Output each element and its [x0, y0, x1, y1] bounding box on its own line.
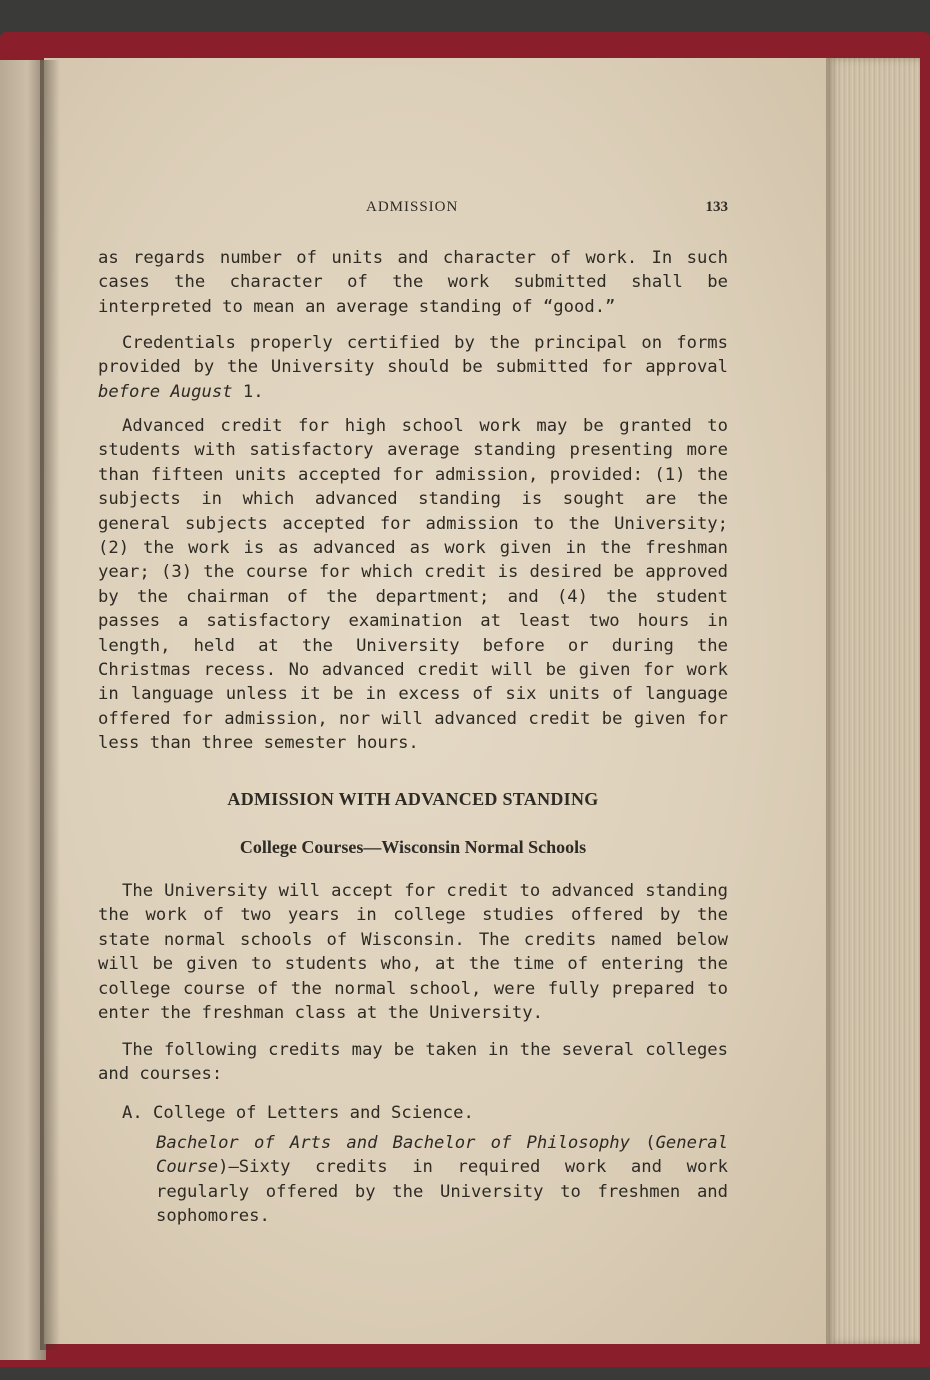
page-block-edge — [826, 58, 920, 1344]
degree-paren: ( — [630, 1133, 656, 1153]
section-heading: ADMISSION WITH ADVANCED STANDING — [227, 789, 599, 809]
degree-course: General Course — [156, 1133, 728, 1178]
degree-description: )—Sixty credits in required work and work regularly offered by the University to freshmen and sophomores. — [156, 1157, 728, 1227]
running-head-title: ADMISSION — [366, 199, 459, 215]
paragraph-following-credits: The following credits may be taken in the several colleges and courses: — [98, 1040, 728, 1085]
credentials-end: 1. — [232, 381, 264, 402]
page-gutter-shadow — [40, 60, 60, 1350]
running-header — [98, 199, 728, 221]
subsection-heading: College Courses—Wisconsin Normal Schools — [239, 837, 587, 857]
list-item: A. College of Letters and Science. — [122, 1103, 474, 1123]
paragraph-normal-schools: The University will accept for credit to advanced standing the work of two years in college studies offered by the state normal schools of Wisconsin. The credits named below will be given to students who, at the time of entering the college course of the normal school, were fully prepared to enter the freshman class at the University. — [98, 881, 728, 1024]
paragraph-continued: as regards number of units and character of work. In such cases the character of the work submitted shall be interpreted to mean an average standing of “good.” — [98, 248, 728, 317]
degree-paragraph — [156, 1131, 728, 1229]
degree-title: Bachelor of Arts and Bachelor of Philosophy — [156, 1133, 631, 1153]
credentials-text: Credentials properly certified by the principal on forms provided by the University should be submitted for approval — [98, 333, 728, 378]
paragraph-credentials — [98, 331, 728, 404]
paragraph-advanced-credit: Advanced credit for high school work may be granted to students with satisfactory average standing presenting more than fifteen units accepted for admission, provided: (1) the subjects in which advanced standing is sought are the general subjects accepted for admission to the University; (2) the work is as advanced as work given in the freshman year; (3) the course for which credit is desired be approved by the chairman of the department; and (4) the student passes a satisfactory examination at least two hours in length, held at the University before or during the Christmas recess. No advanced credit will be given for work in language unless it be in excess of six units of language offered for admission, nor will advanced credit be given for less than three semester hours. — [98, 416, 728, 754]
page-number: 133 — [705, 199, 728, 215]
credentials-emphasis: before August — [98, 381, 233, 402]
